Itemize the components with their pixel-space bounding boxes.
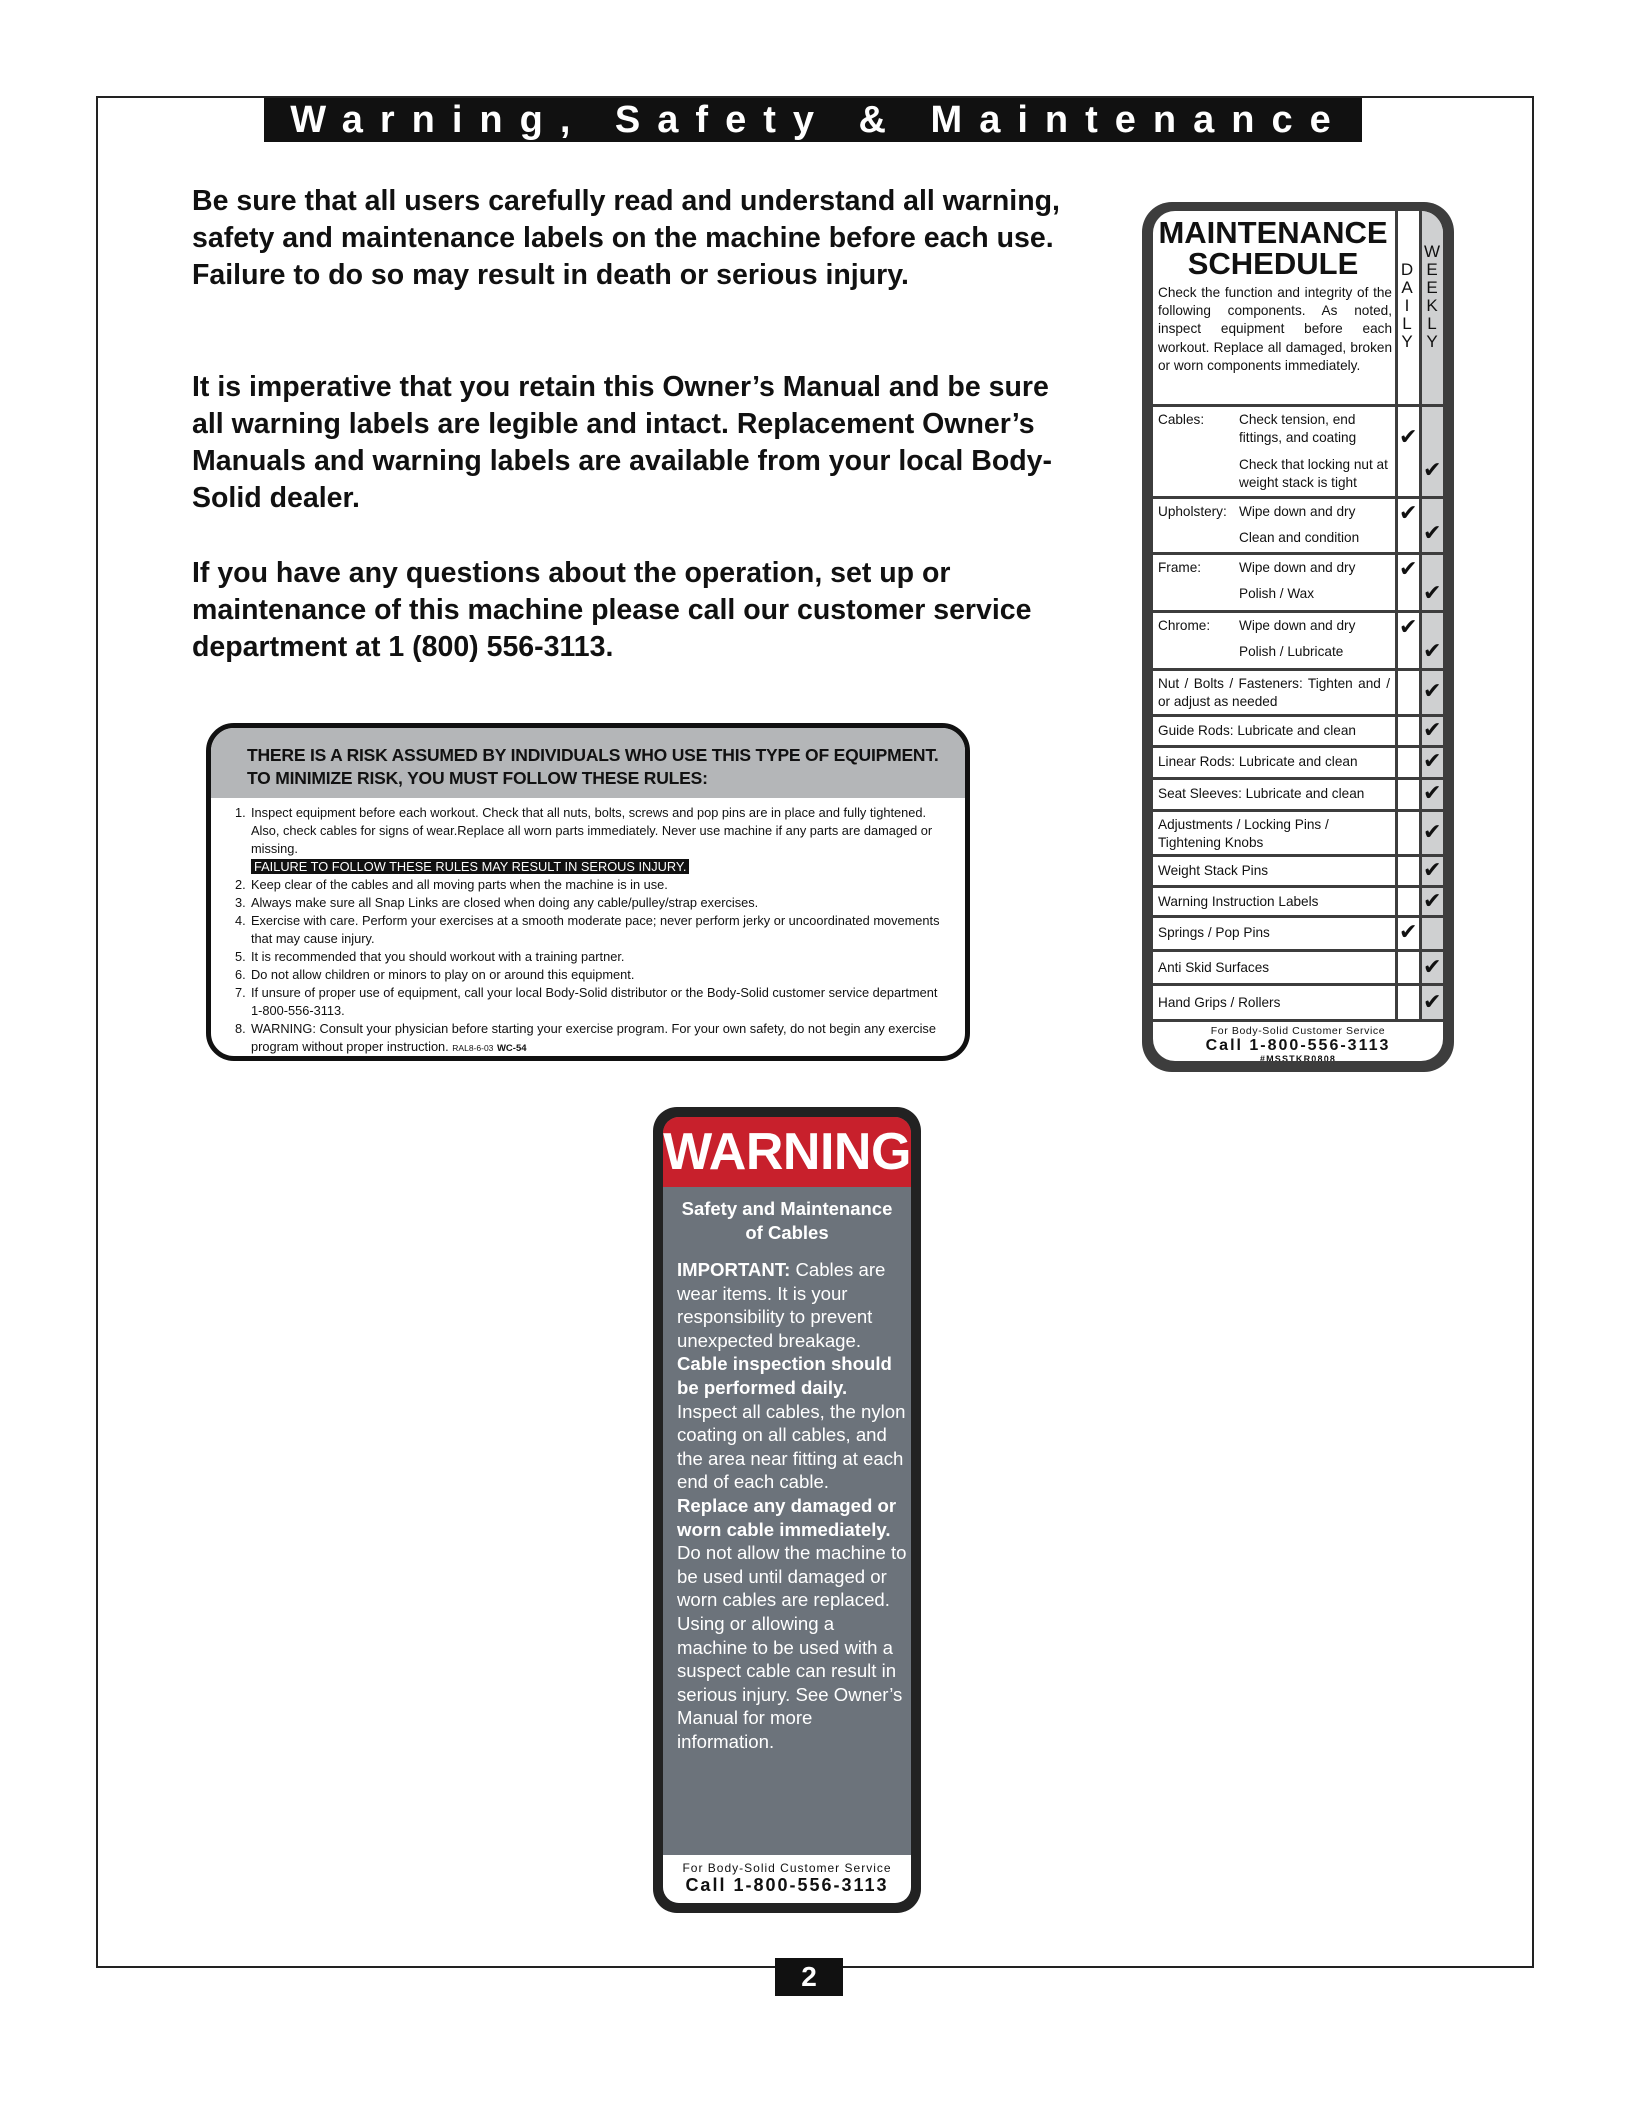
rule-item <box>235 948 947 966</box>
footer-service-text: For Body-Solid Customer Service <box>1210 1025 1386 1037</box>
warning-emphasis: Cable inspection should be performed daily. <box>677 1353 892 1398</box>
maintenance-title-line-1: MAINTENANCE <box>1158 215 1388 250</box>
weekly-letter: W <box>1423 242 1441 261</box>
cable-warning-body <box>663 1117 911 1903</box>
schedule-row-linear-rods <box>1153 745 1443 777</box>
row-label: Linear Rods: Lubricate and clean <box>1158 754 1358 769</box>
row-label: Seat Sleeves: Lubricate and clean <box>1158 786 1365 801</box>
rule-item <box>235 804 947 876</box>
schedule-row-cables <box>1153 404 1443 496</box>
intro-paragraph-3: If you have any questions about the operation, set up or maintenance of this machine please call our customer service department at 1 (800) 556-3113. <box>192 557 1032 663</box>
maintenance-title <box>1153 217 1393 279</box>
weekly-check-icon: ✔ <box>1423 889 1442 914</box>
rule-warning-highlight: FAILURE TO FOLLOW THESE RULES MAY RESULT IN SEROUS INJURY. <box>251 859 689 874</box>
footer-service-text: For Body-Solid Customer Service <box>682 1861 892 1875</box>
schedule-row-springs <box>1153 915 1443 949</box>
weekly-check-icon: ✔ <box>1423 639 1442 664</box>
daily-letter: L <box>1402 314 1412 333</box>
rule-item <box>235 984 947 1020</box>
row-label: Cables: <box>1158 412 1205 427</box>
rule-number: 4. <box>235 913 246 928</box>
daily-check-icon: ✔ <box>1399 920 1418 945</box>
weekly-check-icon: ✔ <box>1423 521 1442 546</box>
weekly-check-icon: ✔ <box>1423 820 1442 845</box>
warning-subtitle-line-2: of Cables <box>745 1222 829 1243</box>
weekly-check-icon: ✔ <box>1423 955 1442 980</box>
weekly-letter: Y <box>1426 332 1438 351</box>
warning-title: WARNING <box>663 1117 911 1187</box>
rule-text-body: Inspect equipment before each workout. Check that all nuts, bolts, screws and pop pins are in place and fully tightened. Also, check cables for signs of wear.Replace all worn parts immediately. Never use machine if any parts are damaged or missing. <box>251 805 933 856</box>
rule-text <box>251 804 947 876</box>
weekly-check-icon: ✔ <box>1423 581 1442 606</box>
daily-letter: A <box>1401 278 1413 297</box>
maintenance-footer <box>1153 1019 1443 1061</box>
label-code: RAL8-6-03 <box>452 1043 494 1053</box>
risk-heading-line-1: THERE IS A RISK ASSUMED BY INDIVIDUALS WHO USE THIS TYPE OF EQUIPMENT. <box>247 745 939 765</box>
rule-item <box>235 894 947 912</box>
row-task: Wipe down and dry <box>1239 504 1356 519</box>
maintenance-title-line-2: SCHEDULE <box>1187 246 1359 281</box>
row-task: Clean and condition <box>1239 530 1360 545</box>
risk-heading-line-2: TO MINIMIZE RISK, YOU MUST FOLLOW THESE RULES: <box>247 768 708 788</box>
schedule-row-hand-grips <box>1153 983 1443 1019</box>
rule-text: Exercise with care. Perform your exercises at a smooth moderate pace; never perform jerky or uncoordinated movements that may cause injury. <box>251 913 940 946</box>
row-label: Nut / Bolts / Fasteners: Tighten and / or adjust as needed <box>1158 676 1390 709</box>
warning-emphasis: Replace any damaged or worn cable immediately. <box>677 1494 897 1540</box>
weekly-check-icon: ✔ <box>1423 718 1442 743</box>
row-task: Polish / Wax <box>1239 586 1315 601</box>
rule-item <box>235 912 947 948</box>
rule-text-body: WARNING: Consult your physician before starting your exercise program. For your own safety, do not begin any exercise program without proper instruction. <box>251 1021 936 1054</box>
warning-paragraph: Inspect all cables, the nylon coating on all cables, and the area near fitting at each end of each cable. <box>677 1400 906 1493</box>
daily-letter: I <box>1404 296 1410 315</box>
schedule-row-chrome <box>1153 610 1443 668</box>
rule-number: 7. <box>235 985 246 1000</box>
important-lead: IMPORTANT: <box>677 1259 791 1280</box>
daily-column-header <box>1397 261 1417 351</box>
daily-check-icon: ✔ <box>1399 501 1418 526</box>
daily-letter: Y <box>1401 332 1413 351</box>
rule-item <box>235 1020 947 1058</box>
schedule-row-guide-rods <box>1153 714 1443 745</box>
intro-paragraph-1: Be sure that all users carefully read and understand all warning, safety and maintenance labels on the machine before each use. Failure to do so may result in death or serious injury. <box>192 185 1060 291</box>
weekly-letter: E <box>1426 278 1438 297</box>
warning-subtitle <box>663 1197 911 1245</box>
maintenance-intro: Check the function and integrity of the following components. As noted, inspect equipment before each workout. Replace all damaged, broken or worn components immediately. <box>1158 285 1392 373</box>
schedule-row-adjustments <box>1153 809 1443 854</box>
rule-text: It is recommended that you should workout with a training partner. <box>251 949 625 964</box>
rule-text: If unsure of proper use of equipment, call your local Body-Solid distributor or the Body-Solid customer service department 1-800-556-3113. <box>251 985 938 1018</box>
maintenance-schedule-label <box>1142 202 1454 1072</box>
rule-text <box>251 1020 947 1058</box>
maintenance-schedule-body <box>1153 211 1443 1061</box>
weekly-check-icon: ✔ <box>1423 679 1442 704</box>
intro-paragraph-2: It is imperative that you retain this Owner’s Manual and be sure all warning labels are legible and intact. Replacement Owner’s Manuals and warning labels are available from your local Body-Solid dealer. <box>192 371 1052 514</box>
footer-part-number: #MSSTKR0808 <box>1259 1054 1337 1061</box>
daily-check-icon: ✔ <box>1399 425 1418 450</box>
row-task: Polish / Lubricate <box>1239 644 1344 659</box>
row-task: Wipe down and dry <box>1239 560 1356 575</box>
row-label: Hand Grips / Rollers <box>1158 995 1281 1010</box>
weekly-letter: L <box>1427 314 1437 333</box>
rule-item <box>235 876 947 894</box>
rule-item <box>235 966 947 984</box>
schedule-row-frame <box>1153 552 1443 610</box>
row-task: Wipe down and dry <box>1239 618 1356 633</box>
daily-check-icon: ✔ <box>1399 615 1418 640</box>
warning-footer <box>663 1855 911 1903</box>
risk-rules-list <box>211 798 965 1058</box>
schedule-row-anti-skid <box>1153 949 1443 983</box>
row-label: Frame: <box>1158 560 1202 575</box>
risk-label-heading <box>211 728 965 798</box>
footer-phone: Call 1-800-556-3113 <box>1205 1037 1391 1054</box>
weekly-check-icon: ✔ <box>1423 458 1442 483</box>
row-label: Weight Stack Pins <box>1158 863 1269 878</box>
row-task: Check that locking nut at weight stack is tight <box>1239 457 1388 490</box>
rule-number: 5. <box>235 949 246 964</box>
weekly-check-icon: ✔ <box>1423 858 1442 883</box>
row-label: Warning Instruction Labels <box>1158 894 1319 909</box>
footer-phone: Call 1-800-556-3113 <box>685 1875 889 1895</box>
warning-text <box>677 1258 907 1753</box>
label-part-number: WC-54 <box>496 1043 527 1054</box>
rule-number: 3. <box>235 895 246 910</box>
warning-subtitle-line-1: Safety and Maintenance <box>681 1198 893 1219</box>
rule-number: 6. <box>235 967 246 982</box>
weekly-check-icon: ✔ <box>1423 990 1442 1015</box>
warning-paragraph: Cables are wear items. It is your responsibility to prevent unexpected breakage. <box>677 1259 886 1351</box>
page-number: 2 <box>775 1958 843 1996</box>
rule-text: Keep clear of the cables and all moving parts when the machine is in use. <box>251 877 668 892</box>
rule-number: 8. <box>235 1021 246 1036</box>
rule-number: 1. <box>235 805 246 820</box>
section-header: Warning, Safety & Maintenance <box>264 98 1362 142</box>
daily-check-icon: ✔ <box>1399 557 1418 582</box>
cable-warning-label <box>653 1107 921 1913</box>
row-label: Upholstery: <box>1158 504 1227 519</box>
rule-text: Do not allow children or minors to play on or around this equipment. <box>251 967 635 982</box>
schedule-row-fasteners <box>1153 668 1443 714</box>
schedule-row-weight-stack-pins <box>1153 854 1443 885</box>
weekly-check-icon: ✔ <box>1423 781 1442 806</box>
rule-text: Always make sure all Snap Links are closed when doing any cable/pulley/strap exercises. <box>251 895 759 910</box>
row-label: Guide Rods: Lubricate and clean <box>1158 723 1356 738</box>
row-label: Springs / Pop Pins <box>1158 925 1270 940</box>
daily-letter: D <box>1400 260 1414 279</box>
row-task: Check tension, end fittings, and coating <box>1239 412 1357 445</box>
row-label: Chrome: <box>1158 618 1211 633</box>
schedule-row-seat-sleeves <box>1153 777 1443 809</box>
weekly-letter: E <box>1426 260 1438 279</box>
schedule-row-upholstery <box>1153 496 1443 552</box>
weekly-letter: K <box>1426 296 1438 315</box>
rule-number: 2. <box>235 877 246 892</box>
weekly-check-icon: ✔ <box>1423 749 1442 774</box>
row-label: Anti Skid Surfaces <box>1158 960 1270 975</box>
weekly-column-header <box>1422 243 1442 351</box>
schedule-row-warning-labels <box>1153 885 1443 915</box>
warning-paragraph: Do not allow the machine to be used until damaged or worn cables are replaced. Using or allowing a machine to be used with a suspect cable can result in serious injury. See Owner’s Manual for more information. <box>677 1542 907 1752</box>
row-label: Adjustments / Locking Pins / Tightening Knobs <box>1158 817 1329 850</box>
risk-rules-label <box>206 723 970 1061</box>
